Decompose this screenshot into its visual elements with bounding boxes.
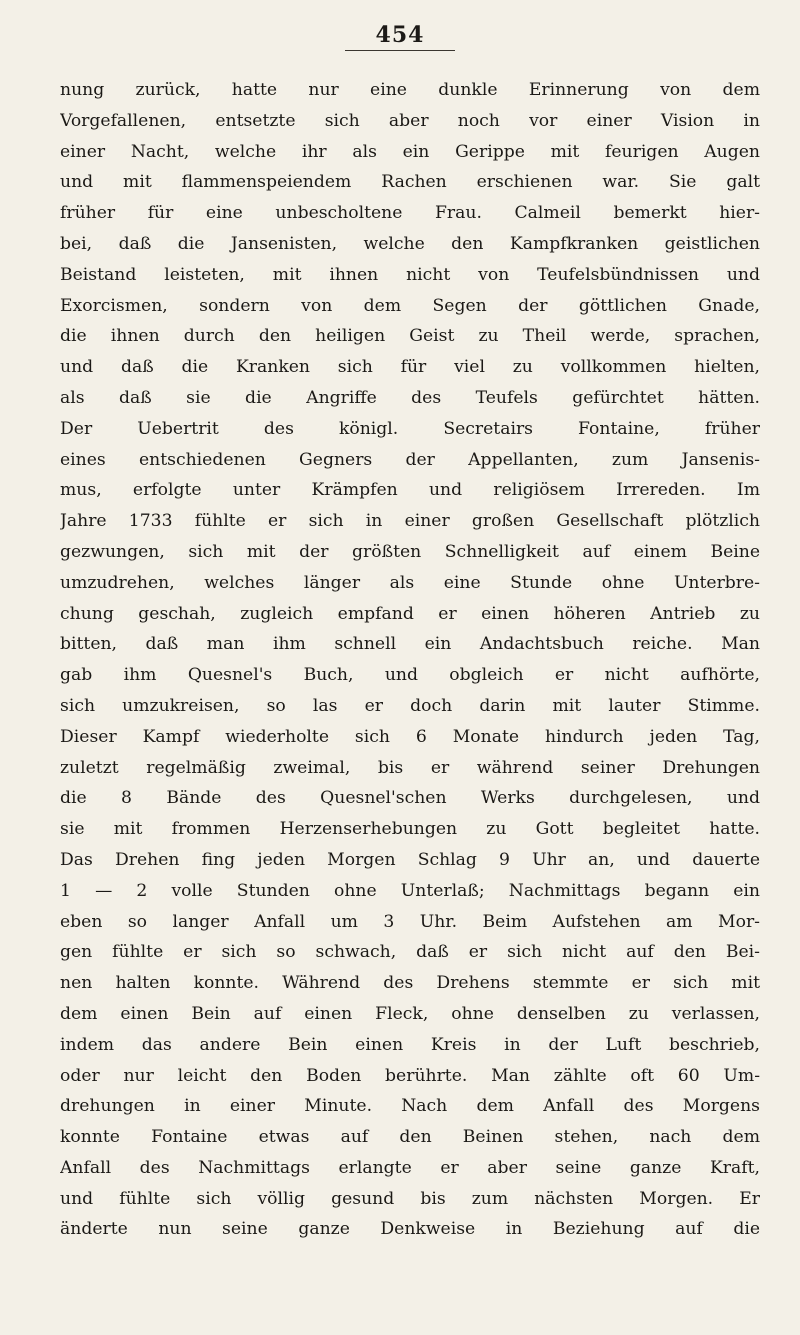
text-line: sie mit frommen Herzenserhebungen zu Gott begleitet hatte. [60,819,760,840]
text-line: konnte Fontaine etwas auf den Beinen stehen, nach dem [60,1127,760,1148]
text-line: und daß die Kranken sich für viel zu vollkommen hielten, [60,357,760,378]
body-text [60,75,760,1245]
text-line: die 8 Bände des Quesnel'schen Werks durchgelesen, und [60,788,760,809]
text-line: Vorgefallenen, entsetzte sich aber noch vor einer Vision in [60,110,760,131]
text-line: Exorcismen, sondern von dem Segen der göttlichen Gnade, [60,295,760,316]
text-line: gen fühlte er sich so schwach, daß er sich nicht auf den Bei- [60,942,760,963]
text-line: Das Drehen fing jeden Morgen Schlag 9 Uhr an, und dauerte [60,849,760,870]
text-line: chung geschah, zugleich empfand er einen höheren Antrieb zu [60,603,760,624]
header-rule [345,50,455,51]
text-line: sich umzukreisen, so las er doch darin mit lauter Stimme. [60,695,760,716]
text-line: bei, daß die Jansenisten, welche den Kampfkranken geistlichen [60,233,760,254]
page-number: 454 [375,22,425,48]
text-line: änderte nun seine ganze Denkweise in Beziehung auf die [60,1219,760,1240]
text-line: Anfall des Nachmittags erlangte er aber seine ganze Kraft, [60,1157,760,1178]
text-line: Jahre 1733 fühlte er sich in einer großen Gesellschaft plötzlich [60,511,760,532]
text-line: und fühlte sich völlig gesund bis zum nächsten Morgen. Er [60,1188,760,1209]
text-line: gezwungen, sich mit der größten Schnelligkeit auf einem Beine [60,541,760,562]
text-line: mus, erfolgte unter Krämpfen und religiösem Irrereden. Im [60,480,760,501]
text-line: 1 — 2 volle Stunden ohne Unterlaß; Nachmittags begann ein [60,880,760,901]
text-line: Beistand leisteten, mit ihnen nicht von Teufelsbündnissen und [60,264,760,285]
text-line: bitten, daß man ihm schnell ein Andachtsbuch reiche. Man [60,634,760,655]
text-line: einer Nacht, welche ihr als ein Gerippe mit feurigen Augen [60,141,760,162]
text-line: umzudrehen, welches länger als eine Stunde ohne Unterbre- [60,572,760,593]
text-line: Dieser Kampf wiederholte sich 6 Monate hindurch jeden Tag, [60,726,760,747]
text-line: früher für eine unbescholtene Frau. Calmeil bemerkt hier- [60,203,760,224]
text-line: gab ihm Quesnel's Buch, und obgleich er nicht aufhörte, [60,665,760,686]
text-line: zuletzt regelmäßig zweimal, bis er während seiner Drehungen [60,757,760,778]
text-line: oder nur leicht den Boden berührte. Man zählte oft 60 Um- [60,1065,760,1086]
text-line: drehungen in einer Minute. Nach dem Anfall des Morgens [60,1096,760,1117]
text-line: als daß sie die Angriffe des Teufels gefürchtet hätten. [60,387,760,408]
text-line: nung zurück, hatte nur eine dunkle Erinnerung von dem [60,80,760,100]
text-line: nen halten konnte. Während des Drehens stemmte er sich mit [60,973,760,994]
text-line: die ihnen durch den heiligen Geist zu Theil werde, sprachen, [60,326,760,347]
text-line: Der Uebertrit des königl. Secretairs Fontaine, früher [60,418,760,439]
text-line: indem das andere Bein einen Kreis in der Luft beschrieb, [60,1034,760,1055]
text-line: eben so langer Anfall um 3 Uhr. Beim Aufstehen am Mor- [60,911,760,932]
text-line: eines entschiedenen Gegners der Appellanten, zum Jansenis- [60,449,760,470]
text-line: und mit flammenspeiendem Rachen erschienen war. Sie galt [60,172,760,193]
text-line: dem einen Bein auf einen Fleck, ohne denselben zu verlassen, [60,1003,760,1024]
